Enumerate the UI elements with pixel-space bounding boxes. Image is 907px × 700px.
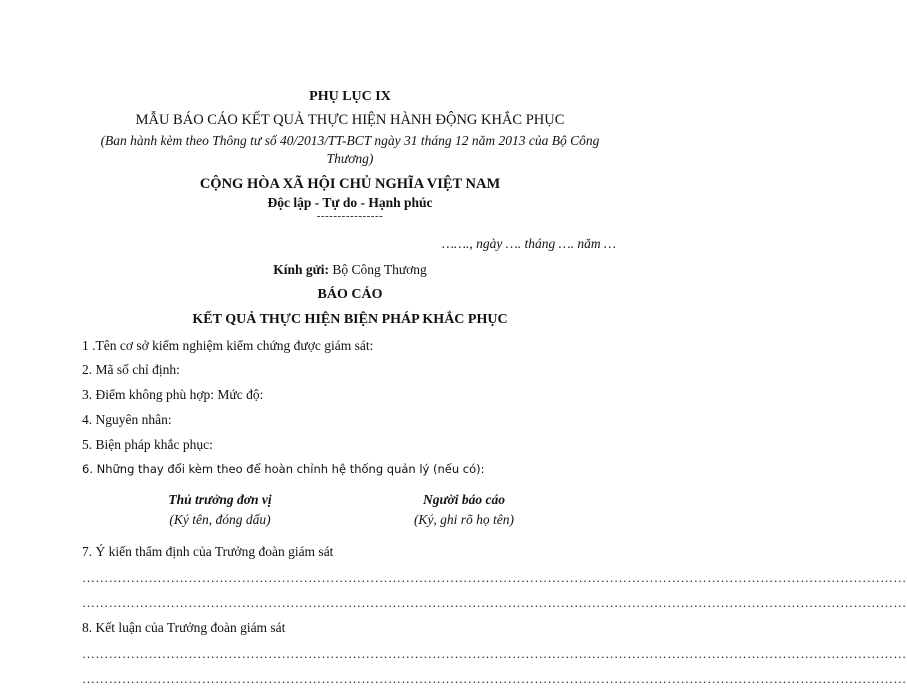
signature-block-reporter [364,492,564,528]
item-8: 8. Kết luận của Trưởng đoàn giám sát [82,620,286,635]
report-title: BÁO CÁO [317,287,383,302]
form-title: MẪU BÁO CÁO KẾT QUẢ THỰC HIỆN HÀNH ĐỘNG KHẮC PHỤC [135,112,565,128]
item-3: 3. Điểm không phù hợp: Mức độ: [82,387,264,402]
item-6: 6. Những thay đổi kèm theo để hoàn chỉnh hệ thống quản lý (nếu có): [82,462,485,476]
recipient-label: Kính gửi: [273,262,329,277]
motto-separator: ---------------- [316,210,384,222]
reporter-signature-note: (Ký, ghi rõ họ tên) [413,512,515,527]
dotted-line-1: …………………………………………………………………………………………………………………………………………………………………… [82,570,907,585]
item-1: 1 .Tên cơ sở kiểm nghiệm kiểm chứng được giám sát: [82,338,374,353]
reporter-signature-title: Người báo cáo [422,492,506,507]
issued-note-line2: Thương) [326,151,374,166]
date-line: ……., ngày …. tháng …. năm … [441,236,616,251]
item-4: 4. Nguyên nhân: [82,412,172,427]
item-7: 7. Ý kiến thẩm định của Trưởng đoàn giám sát [82,544,334,559]
dotted-line-4: …………………………………………………………………………………………………………………………………………………………………… [82,671,907,686]
recipient-line [0,262,700,278]
signature-block-head [120,492,320,528]
issued-note-line1: (Ban hành kèm theo Thông tư số 40/2013/TT-BCT ngày 31 tháng 12 năm 2013 của Bộ Công [100,133,600,148]
item-2: 2. Mã số chỉ định: [82,362,180,377]
recipient-value: Bộ Công Thương [328,262,427,277]
dotted-line-2: …………………………………………………………………………………………………………………………………………………………………… [82,595,907,610]
national-title: CỘNG HÒA XÃ HỘI CHỦ NGHĨA VIỆT NAM [199,176,501,192]
head-signature-note: (Ký tên, đóng dấu) [169,512,271,527]
report-subtitle: KẾT QUẢ THỰC HIỆN BIỆN PHÁP KHẮC PHỤC [192,312,508,327]
dotted-line-3: …………………………………………………………………………………………………………………………………………………………………… [82,646,907,661]
item-5: 5. Biện pháp khắc phục: [82,437,213,452]
national-motto: Độc lập - Tự do - Hạnh phúc [267,195,433,210]
head-signature-title: Thủ trưởng đơn vị [168,492,272,507]
appendix-heading: PHỤ LỤC IX [309,89,391,104]
